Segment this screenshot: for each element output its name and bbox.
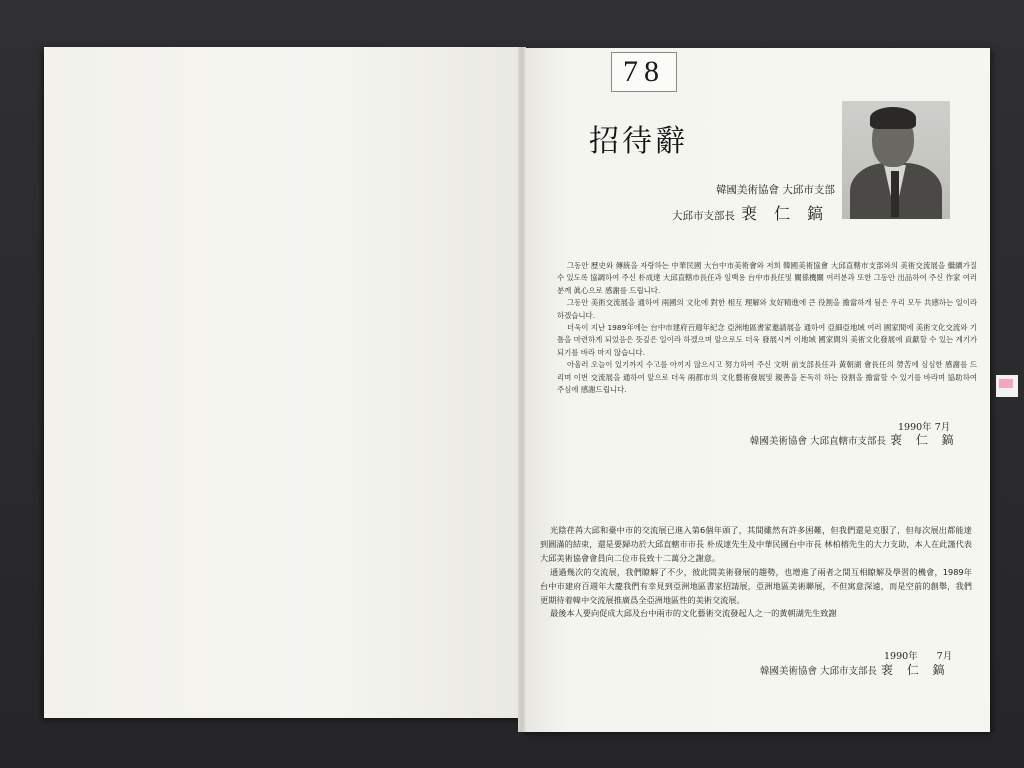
author-organization: 韓國美術協會 大邱市支部 xyxy=(716,184,835,196)
pink-sticky-flag xyxy=(999,379,1013,388)
chinese-message-body xyxy=(540,524,972,621)
chinese-paragraph: 光陰荏苒大邱和臺中市的交流展已進入第6個年頭了，其間雖然有許多困難，但我們還是克服了，但每次展出都能達到圓滿的結束，還是要歸功於大邱直轄市市長 朴成達先生及中華民國台中市長 林柏榕先生的大力支助，本人在此謹代表大邱美術協會會員向二位市長致十二萬分之謝意。 xyxy=(540,525,972,563)
korean-paragraph: 그동안 歷史와 傳統을 자랑하는 中華民國 大台中市美術會와 저희 韓國美術協會 大邱直轄市支部와의 美術交流展을 繼續가질수 있도록 協調하여 주신 朴成達 大邱直轄市長任과 임백용 台中市長任및 關係機關 여러분과 또한 그동안 出品하여 주신 作家 여러분께 眞心으로 感謝를 드립니다. xyxy=(557,261,977,295)
chinese-signature-org: 韓國美術協會 大邱市支部長 xyxy=(760,666,878,677)
author-portrait-photo xyxy=(842,101,950,219)
korean-paragraph: 그동안 美術交流展을 通하여 兩國의 文化에 對한 相互 理解와 友好精進에 큰 役割을 擔當하게 됨은 우리 모두 共感하는 일이라 하겠습니다. xyxy=(557,298,977,320)
author-title-line xyxy=(672,201,829,224)
chinese-signature xyxy=(760,661,950,678)
author-position: 大邱市支部長 xyxy=(672,210,735,222)
book-spine-fold xyxy=(518,47,526,732)
korean-signature xyxy=(750,431,959,448)
korean-signature-name: 裵 仁 鎬 xyxy=(890,433,959,447)
author-name: 裵 仁 鎬 xyxy=(741,204,830,223)
chinese-paragraph: 通過幾次的交流展，我們瞭解了不少，彼此間美術發展的趨勢，也增進了兩者之間互相瞭解及學習的機會，1989年台中市建府百週年大慶我們有幸見到亞洲地區書家招請展，亞洲地區美術聯展，不但寓意深遠，而是空前的創舉，我們更期待着韓中交流展推廣爲全亞洲地區性的美術交流展。 xyxy=(540,566,972,605)
page-title: 招待辭 xyxy=(589,124,688,159)
page-number-sticker: 78 xyxy=(611,52,677,92)
chinese-signature-date: 1990年 7月 xyxy=(884,651,953,662)
portrait-tie xyxy=(891,171,899,217)
korean-paragraph: 더욱이 지난 1989年에는 台中市建府百週年紀念 亞洲地區書家邀請展을 通하여 亞細亞地域 여러 國家間에 美術文化交流와 기틀을 마련하게 되었음은 뜻깊은 일이라 하겠으며 앞으로도 더욱 發展시켜 이地域 國家間의 美術文化發展에 貢獻할 수 있는 계기가 되기를 바라 마지 않습니다. xyxy=(557,323,977,357)
page-marker-tab xyxy=(996,375,1018,397)
chinese-paragraph: 最後本人要向促成大邱及台中兩市的文化藝術交流發起人之一的黃朝湖先生致謝 xyxy=(550,608,837,619)
korean-signature-date: 1990年 7月 xyxy=(898,422,951,433)
korean-signature-org: 韓國美術協會 大邱直轄市支部長 xyxy=(750,436,887,447)
portrait-hair xyxy=(870,107,916,129)
korean-paragraph: 아울러 오늘이 있기까지 수고를 아끼지 않으시고 努力하여 주신 文明 前支部長任과 黃朝湖 會長任의 勞苦에 심심한 感謝를 드리며 이번 交流展을 通하여 앞으로 더욱 兩都市의 文化藝術發展및 親善을 돈독히 하는 役割을 擔當할 수 있기를 바라며 協助하여 주심에 感謝드립니다. xyxy=(557,360,977,395)
korean-message-body xyxy=(557,260,977,396)
chinese-signature-name: 裵 仁 鎬 xyxy=(881,663,950,677)
left-page-blank xyxy=(44,47,522,718)
